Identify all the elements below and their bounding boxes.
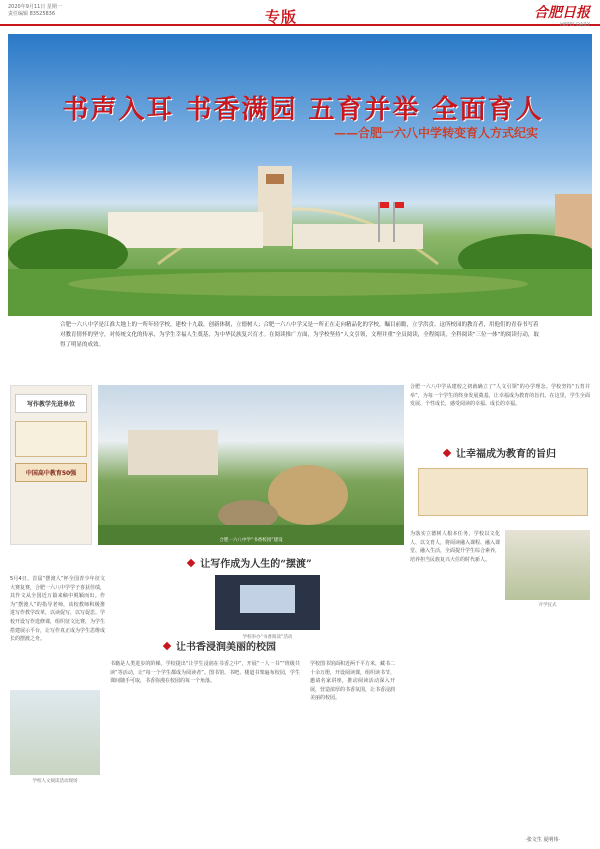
ceremony-photo [505, 530, 590, 600]
caption-1: 合肥一六八中学“书香校园”建设 [219, 538, 283, 543]
section-heading-happiness: 让幸福成为教育的旨归 [410, 445, 590, 460]
caption-2: 学校举办“书香阅读”活动 [242, 635, 293, 640]
campus-stone-photo [98, 385, 404, 545]
section-label: 专版 [265, 8, 298, 26]
lead-paragraph: 合肥一六八中学是江淮大地上的一所年轻学校，建校十九载，创新体制，立德树人；合肥一六八中学又是一所正在走向精品化的学校，瞩目前瞻，立学洪贲。这所校园的教育者，用他们的青春书写着对教育情怀的坚守，对传统文化的传承，为学生幸福人生奠基，为中华民族复兴育才。在阅读推广方面，为学校坚持“人文引领，文理并重”全员阅读，全程阅读，全科阅读“三位一体”的阅读行动，取得了明显的成效。 [60, 322, 539, 348]
newspaper-logo: 合肥日报 HEFEI DAILY [534, 5, 590, 28]
page-header [0, 0, 600, 26]
byline: ·张文生 夏明伟· [525, 837, 560, 843]
article-column-2: 书籍是人类进步的阶梯。学校提出“让学生浸润在书香之中”，开展“一人一书”“班级共读”等活动，让“每一个学生都成为阅读者”。图书馆、书吧、楼道书架遍布校园，学生课间随手可取，书香弥漫在校园的每一个角落。 [110, 661, 300, 685]
section-heading-writing: 让写作成为人生的“摆渡” [120, 555, 380, 570]
headline-subtitle: ——合肥一六八中学转变育人方式纪实 [333, 126, 538, 140]
reading-photo [10, 690, 100, 775]
event-screen [240, 585, 295, 613]
award-plaques [10, 385, 92, 545]
article-column-5: 为落实立德树人根本任务，学校以文化人、以文育人，将阅读融入课程、融入课堂、融入生活，全面提升学生综合素养，培养担当民族复兴大任的时代新人。 [410, 531, 500, 563]
banner-photo [418, 468, 588, 516]
article-column-1: 5月4日，首届“摆渡人”杯全国青少年征文大赛复赛，合肥一六八中学学子喜获佳绩，其作文从全国近万篇来稿中脱颖而出。作为“摆渡人”的指导老师，该校教师积极推进写作教学改革，以读促写，以写促思。学校开设写作选修课，组织征文比赛，为学生搭建展示平台，让写作真正成为学生思维成长的摆渡之舟。 [10, 576, 105, 643]
article-column-4: 学校图书馆面积近两千平方米，藏书二十余万册，开设阅读课，组织读书节，邀请名家讲座，推动阅读活动深入开展，营造浓厚的书香氛围，让书香浸润美丽的校园。 [310, 661, 395, 702]
award-certificate [15, 421, 87, 457]
hero-photo [8, 34, 592, 316]
campus-stone [98, 385, 404, 545]
section-heading-reading: 让书香浸润美丽的校园 [90, 638, 350, 653]
award-2: 中国高中教育50强 [15, 463, 87, 482]
caption-4: 开学仪式 [538, 603, 557, 608]
date-line: 2020年9月11日 星期一 责任编辑 83525836 [8, 4, 62, 17]
event-photo [215, 575, 320, 630]
award-1: 写作教学先进单位 [15, 394, 87, 413]
school-scene [8, 34, 592, 316]
caption-3: 学校人文阅读活动现场 [32, 779, 78, 784]
headline-title: 书声入耳 书香满园 五育并举 全面育人 [62, 95, 544, 125]
article-column-3: 合肥一六八中学从建校之初就确立了“人文引领”的办学理念。学校坚持“五育并举”，为每一个学生的终身发展奠基，让幸福成为教育的旨归。在这里，学生全面发展、个性成长，感受阅读的幸福、成长的幸福。 [410, 384, 590, 408]
